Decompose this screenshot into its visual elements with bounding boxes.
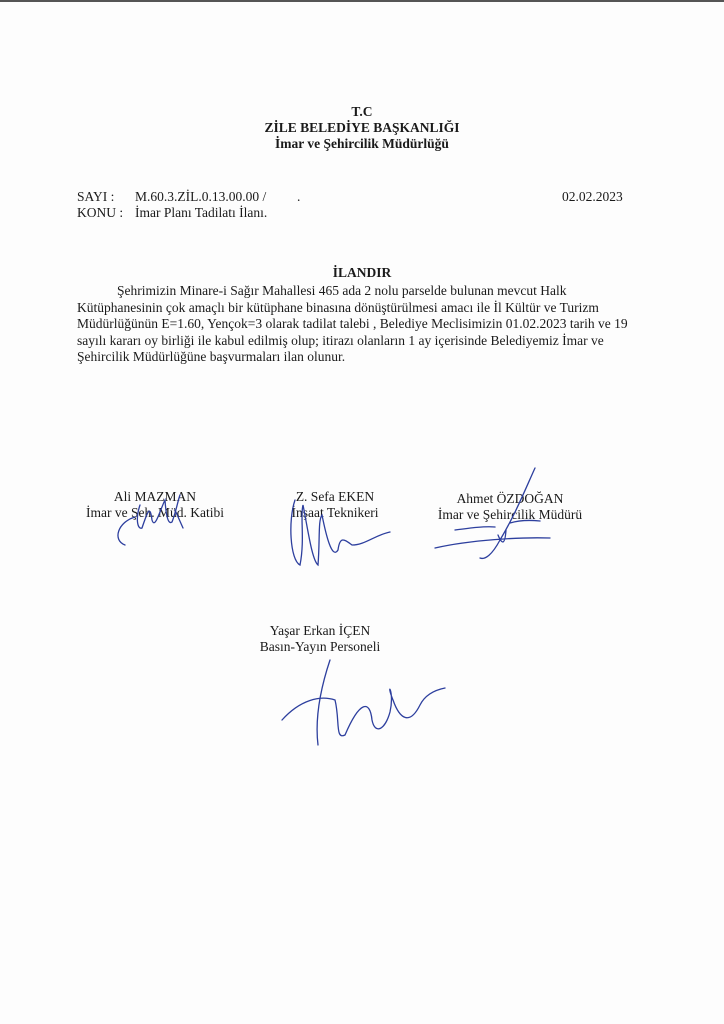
signatory-title: İmar ve Şehircilik Müdürü <box>437 507 583 522</box>
signatory-name: Ali MAZMAN <box>113 489 197 504</box>
signature-3 <box>435 468 550 558</box>
signatory-title: İmar ve Şeh. Müd. Katibi <box>86 505 224 520</box>
sayi-label: SAYI : <box>77 189 115 204</box>
header-country: T.C <box>351 104 373 119</box>
notice-paragraph: Şehrimizin Minare-i Sağır Mahallesi 465 ada 2 nolu parselde bulunan mevcut Halk Kütüphanesinin çok amaçlı bir kütüphane binasına dönüştürülmesi amacı ile İl Kültür ve Turizm Müdürlüğünün E=1.60, Yençok=3 olarak tadilat talebi , Belediye Meclisimizin 01.02.2023 tarih ve 19 sayılı kararı oy birliği ile kabul edilmiş olup; itirazı olanların 1 ay içerisinde Belediyemiz İmar ve Şehircilik Müdürlüğüne başvurmaları ilan olunur. <box>77 283 628 365</box>
signature-2 <box>291 500 390 565</box>
signatory-title: Basın-Yayın Personeli <box>259 639 381 654</box>
signatory-title: İnşaat Teknikeri <box>291 505 379 520</box>
document-date: 02.02.2023 <box>562 189 623 204</box>
signatory-name: Ahmet ÖZDOĞAN <box>456 491 564 506</box>
header-department: İmar ve Şehircilik Müdürlüğü <box>275 136 449 151</box>
konu-value: İmar Planı Tadilatı İlanı. <box>135 205 268 220</box>
konu-label: KONU : <box>77 205 124 220</box>
signatory-name: Yaşar Erkan İÇEN <box>269 623 371 638</box>
signature-1 <box>118 495 183 545</box>
sayi-value: M.60.3.ZİL.0.13.00.00 / <box>135 189 267 204</box>
header-institution: ZİLE BELEDİYE BAŞKANLIĞI <box>264 120 460 135</box>
signature-4 <box>282 660 445 745</box>
signatory-name: Z. Sefa EKEN <box>295 489 375 504</box>
notice-title: İLANDIR <box>332 265 392 280</box>
sayi-dot: . <box>297 189 301 204</box>
